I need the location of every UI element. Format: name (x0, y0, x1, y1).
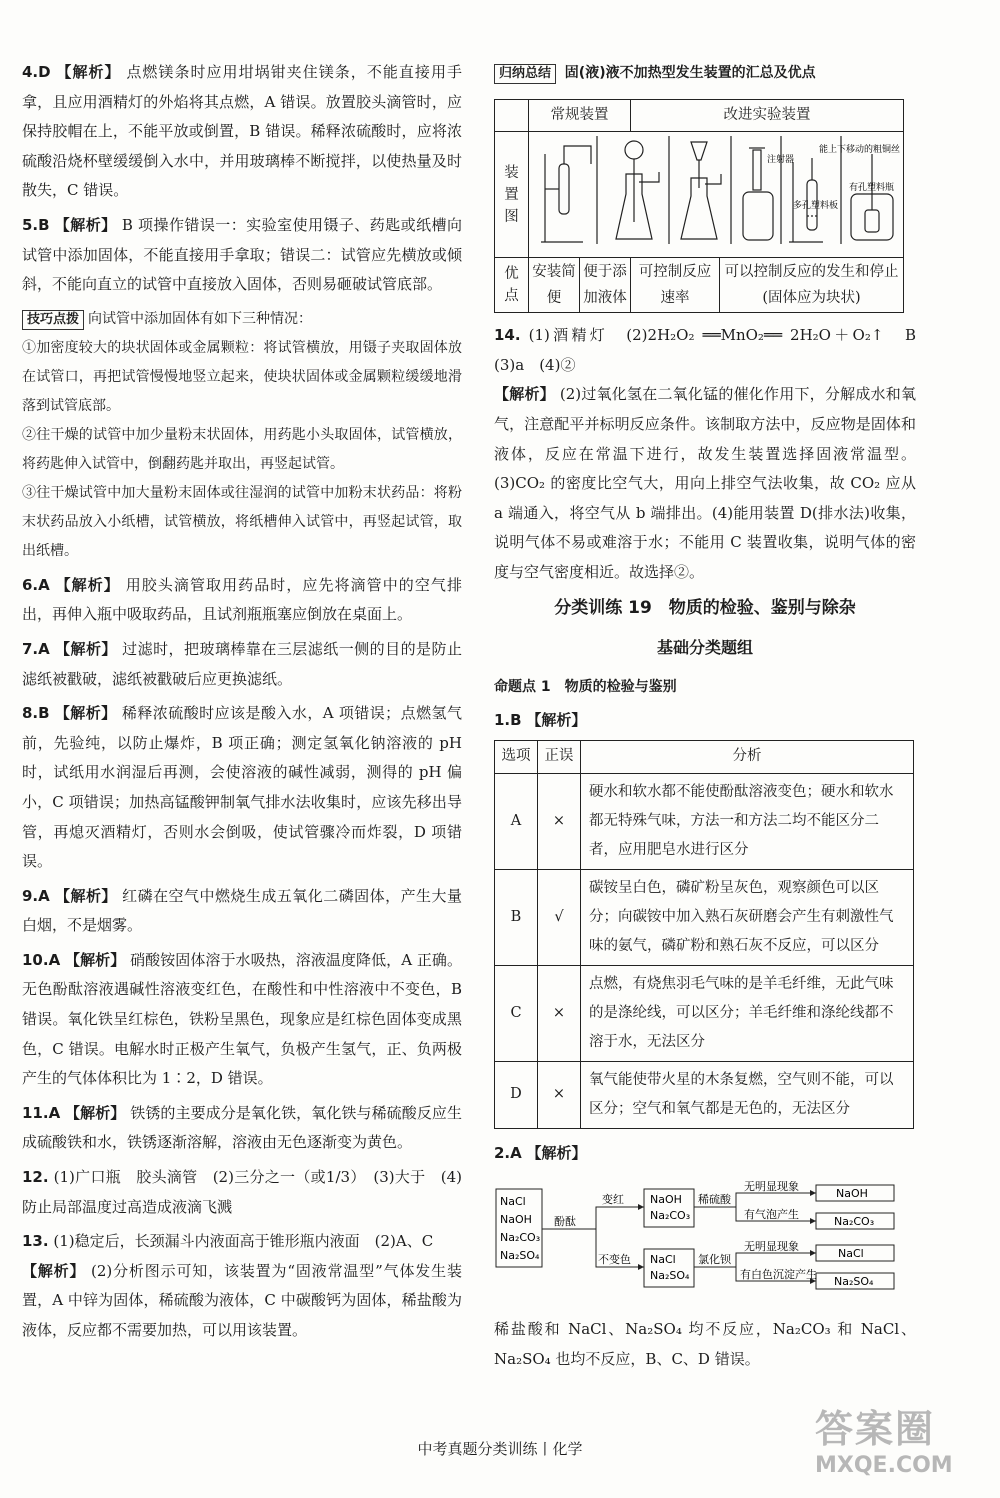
table-row: D × 氧气能使带火星的木条复燃，空气则不能，可以区分；空气和氧气都是无色的，无法区分 (495, 1061, 914, 1128)
flow-observation: 有气泡产生 (744, 1207, 799, 1221)
flow-result: NaCl (838, 1246, 864, 1260)
summary-label: 归纳总结 (494, 64, 556, 84)
flow-start-item: Na₂CO₃ (500, 1230, 541, 1244)
flow-mid-item: Na₂CO₃ (650, 1208, 691, 1222)
answer-8: 8.B 【解析】 稀释浓硫酸时应该是酸入水，A 项错误；点燃氢气前，先验纯，以防止爆炸，B 项正确；测定氢氧化钠溶液的 pH 时，试纸用水润湿后再测，会使溶液的碱性减弱，测得的 pH 偏小，C 项错误；加热高锰酸钾制氧气排水法收集时，应该先移出导管，再熄灭酒精灯，否则水会倒吸，使试管骤冷而炸裂，D 项错误。 (22, 704, 462, 871)
flow-start-item: Na₂SO₄ (500, 1248, 540, 1262)
answer-9: 9.A 【解析】 红磷在空气中燃烧生成五氧化二磷固体，产生大量白烟，不是烟雾。 (22, 886, 462, 935)
answer-12: 12. (1)广口瓶 胶头滴管 (2)三分之一（或1/3） (3)大于 (4)防止局部温度过高造成液滴飞溅 (22, 1168, 462, 1216)
flow-observation: 无明显现象 (744, 1180, 799, 1193)
advantage-cell: 便于添加液体 (580, 258, 631, 313)
row-label-advantages: 优点 (495, 258, 529, 313)
watermark-logo: 答案圈 MXQE.COM (815, 1407, 953, 1478)
answer-4: 4.D 【解析】 点燃镁条时应用坩埚钳夹住镁条，不能直接用手拿，且应用酒精灯的外焰将其点燃，A 错误。放置胶头滴管时，应保持胶帽在上，不能平放或倒置，B 错误。稀释浓硫酸时，应将浓硫酸沿烧杯壁缓缓倒入水中，并用玻璃棒不断搅拌，以使热量及时散失，C 错误。 (22, 63, 462, 200)
label-syringe: 注射器 (767, 155, 795, 166)
advantage-cell: 可控制反应速率 (631, 258, 720, 313)
section-title: 分类训练 19 物质的检验、鉴别与除杂 (554, 597, 856, 618)
table-row: C × 点燃，有烧焦羽毛气味的是羊毛纤维，无此气味的是涤纶线，可以区分；羊毛纤维和涤纶线都不溶于水，无法区分 (495, 965, 914, 1061)
row-label-apparatus: 装置图 (495, 132, 529, 258)
page-footer: 中考真题分类训练丨化学 (417, 1440, 583, 1458)
identification-flowchart (494, 1181, 914, 1299)
flow-mid-item: NaCl (650, 1252, 676, 1266)
advantage-cell: 安装简便 (529, 258, 580, 313)
answer-6: 6.A 【解析】 用胶头滴管取用药品时，应先将滴管中的空气排出，再伸入瓶中吸取药品，且试剂瓶瓶塞应倒放在桌面上。 (22, 575, 462, 624)
flow-result: Na₂CO₃ (834, 1214, 875, 1228)
answer-5: 5.B 【解析】 B 项操作错误一：实验室使用镊子、药匙或纸槽向试管中添加固体，不能直接用手拿取；错误二：试管应先横放或倾斜，不能向直立的试管中直接放入固体，否则易砸破试管底部。 (22, 215, 462, 294)
tips-intro: 向试管中添加固体有如下三种情况： (88, 310, 313, 327)
answer-11: 11.A 【解析】 铁锈的主要成分是氧化铁，氧化铁与稀硫酸反应生成硫酸铁和水，铁锈逐渐溶解，溶液由无色逐渐变为黄色。 (22, 1103, 462, 1152)
answer-2-analysis: 稀盐酸和 NaCl、Na₂SO₄ 均不反应，Na₂CO₃ 和 NaCl、Na₂SO₄ 也均不反应，B、C、D 错误。 (494, 1320, 916, 1368)
flow-mid-item: NaOH (650, 1192, 682, 1206)
label-copper-wire: 能上下移动的粗铜丝 (819, 145, 901, 156)
answer-1: 1.B 【解析】 (494, 711, 587, 730)
flow-result: NaOH (836, 1186, 868, 1200)
flow-start-item: NaOH (500, 1212, 532, 1226)
apparatus-drawings (529, 132, 904, 258)
col-header-analysis: 分析 (581, 740, 914, 773)
answer-7: 7.A 【解析】 过滤时，把玻璃棒靠在三层滤纸一侧的目的是防止滤纸被戳破，滤纸被戳破后应更换滤纸。 (22, 639, 462, 688)
tips-item: ①加密度较大的块状固体或金属颗粒：将试管横放，用镊子夹取固体放在试管口，再把试管慢慢地竖立起来，使块状固体或金属颗粒缓缓地滑落到试管底部。 (22, 339, 462, 414)
col-header-correct: 正误 (538, 740, 581, 773)
tips-item: ②往干燥的试管中加少量粉末状固体，用药匙小头取固体，试管横放，将药匙伸入试管中，倒翻药匙并取出，再竖起试管。 (22, 426, 462, 472)
label-porous-plate: 多孔塑料板 (793, 201, 839, 212)
apparatus-table (494, 99, 904, 314)
tips-box (22, 305, 462, 566)
tips-item: ③往干燥试管中加大量粉末固体或往湿润的试管中加粉末状药品：将粉末状药品放入小纸槽，试管横放，将纸槽伸入试管中，再竖起试管，取出纸槽。 (22, 484, 462, 559)
table-row: B √ 碳铵呈白色，磷矿粉呈灰色，观察颜色可以区分；向碳铵中加入熟石灰研磨会产生有刺激性气味的氨气，磷矿粉和熟石灰不反应，可以区分 (495, 869, 914, 965)
left-column (22, 58, 462, 1351)
answer-14: 14. (1)酒精灯 (2)2H₂O₂ ══MnO₂══ 2H₂O＋O₂↑ B (3)a (4)② 【解析】 (2)过氧化氢在二氧化锰的催化作用下，分解成水和氧气，注意配平并标明反应条件。该制取方法中，反应物是固体和液体，反应在常温下进行，故发生装置选择固液常温型。(3)CO₂ 的密度比空气大，用向上排空气法收集，故 CO₂ 应从 a 端通入，将空气从 b 端排出。(4)能用装置 D(排水法)收集，说明气体不易或难溶于水；不能用 C 装置收集，说明气体的密度与空气密度相近。故选择②。 (494, 326, 932, 581)
flow-result: Na₂SO₄ (834, 1274, 874, 1288)
table-row: A × 硬水和软水都不能使酚酞溶液变色；硬水和软水都无特殊气味，方法一和方法二均不能区分二者，应用肥皂水进行区分 (495, 773, 914, 869)
flow-reagent: 稀硫酸 (698, 1192, 731, 1206)
advantage-cell: 可以控制反应的发生和停止(固体应为块状) (720, 258, 904, 313)
flow-branch: 不变色 (598, 1252, 631, 1266)
answer-2: 2.A 【解析】 (494, 1143, 587, 1162)
right-column (494, 58, 932, 1379)
tips-label: 技巧点拨 (22, 310, 84, 330)
section-subtitle: 基础分类题组 (656, 638, 753, 658)
summary-title: 固(液)液不加热型发生装置的汇总及优点 (564, 65, 816, 81)
flow-branch: 变红 (602, 1192, 624, 1206)
answer-10: 10.A 【解析】 硝酸铵固体溶于水吸热，溶液温度降低，A 正确。无色酚酞溶液遇碱性溶液变红色，在酸性和中性溶液中不变色，B 错误。氧化铁呈红棕色，铁粉呈黑色，现象应是红棕色固体变成黑色，C 错误。电解水时正极产生氧气，负极产生氢气，正、负两极产生的气体体积比为 1∶2，D 错误。 (22, 950, 462, 1088)
analysis-table (494, 740, 914, 1129)
flow-reagent: 酚酞 (554, 1214, 576, 1228)
flow-observation: 无明显现象 (744, 1239, 799, 1253)
col-header-option: 选项 (495, 740, 538, 773)
summary-heading (494, 58, 916, 89)
header-regular: 常规装置 (529, 99, 631, 132)
topic-heading: 命题点 1 物质的检验与鉴别 (494, 678, 677, 695)
flow-start-item: NaCl (500, 1194, 526, 1208)
flow-observation: 有白色沉淀产生 (740, 1267, 817, 1281)
apparatus-illustration (531, 134, 901, 246)
flow-reagent: 氯化钡 (698, 1252, 731, 1266)
flow-mid-item: Na₂SO₄ (650, 1268, 690, 1282)
answer-13: 13. (1)稳定后，长颈漏斗内液面高于锥形瓶内液面 (2)A、C 【解析】 (2)分析图示可知，该装置为“固液常温型”气体发生装置，A 中锌为固体，稀硫酸为液体，C 中碳酸钙为固体，稀盐酸为液体，反应都不需要加热，可以用该装置。 (22, 1232, 462, 1339)
header-improved: 改进实验装置 (631, 99, 904, 132)
label-perforated-bottle: 有孔塑料瓶 (849, 183, 895, 194)
